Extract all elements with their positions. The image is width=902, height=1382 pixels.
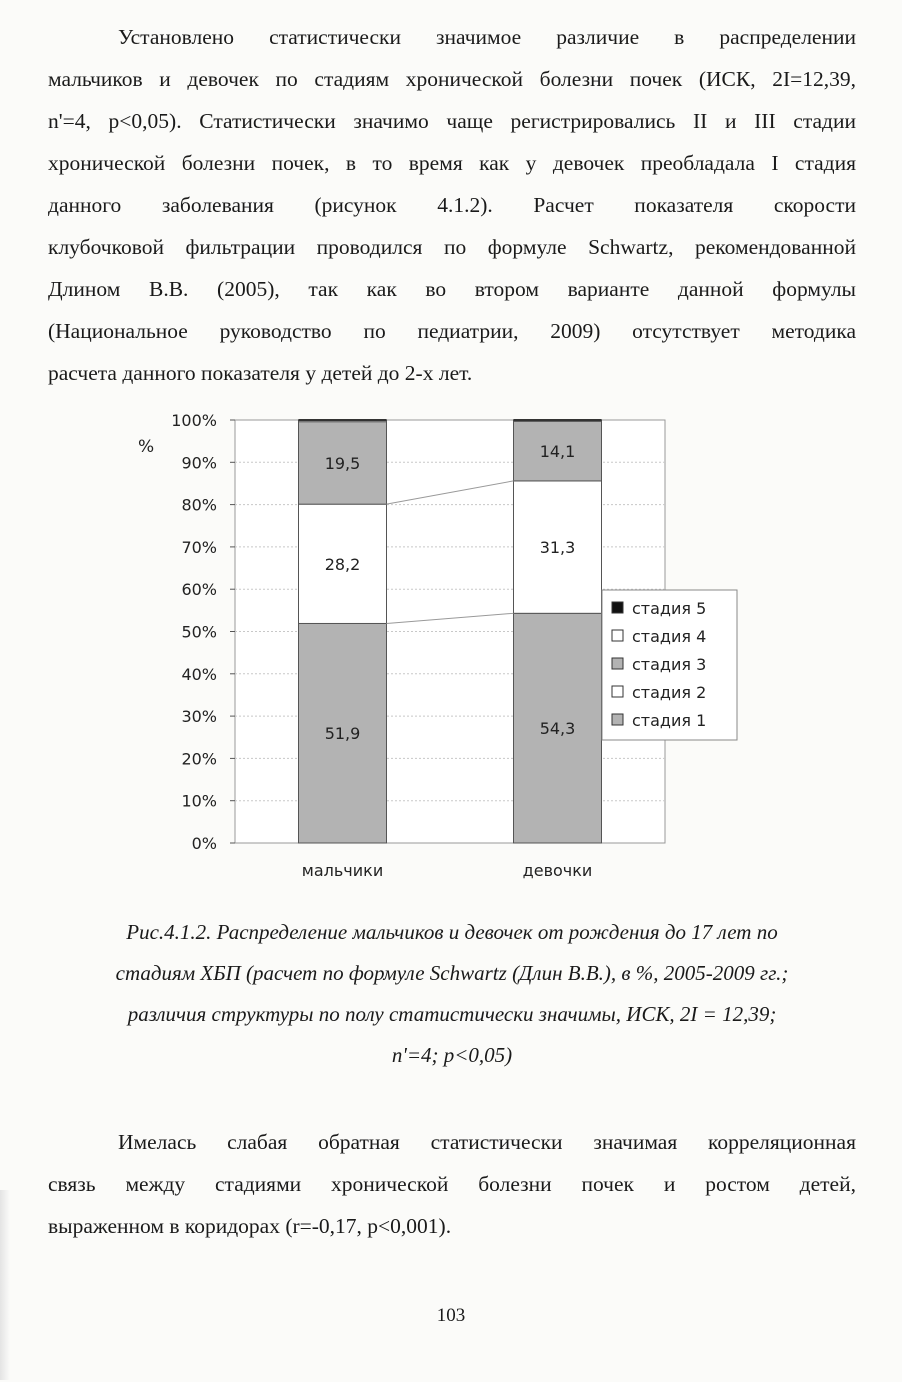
y-tick-label: 30% [181,707,217,727]
legend-swatch [612,714,623,725]
x-category-label: мальчики [301,861,384,880]
text-line: Установлено статистически значимое различие в распределении [118,25,856,49]
y-axis-label: % [138,437,155,457]
y-tick-label: 50% [181,622,217,642]
data-label: 51,9 [324,724,361,744]
page-number: 103 [436,1305,466,1326]
stacked-bar-chart [120,400,760,890]
y-tick-label: 70% [181,537,217,557]
y-tick-label: 10% [181,791,217,811]
data-label: 14,1 [539,442,576,462]
y-tick-label: 60% [181,580,217,600]
legend-swatch [612,658,623,669]
legend-swatch [612,630,623,641]
legend-entry: стадия 4 [632,627,707,646]
y-tick-label: 40% [181,664,217,684]
data-label: 54,3 [539,719,576,739]
text-line: Длином В.В. (2005), так как во втором варианте данной формулы [48,277,856,301]
caption-line: n'=4; p<0,05) [391,1043,513,1067]
caption-line: стадиям ХБП (расчет по формуле Schwartz (Длин В.В.), в %, 2005-2009 гг.; [115,961,789,985]
legend-entry: стадия 5 [632,599,707,618]
text-line: расчета данного показателя у детей до 2-х лет. [48,361,473,385]
y-tick-label: 0% [191,834,217,853]
data-label: 31,3 [539,538,576,558]
text-line: выраженном в коридорах (r=-0,17, p<0,001). [48,1214,452,1238]
scan-edge-shadow [0,1190,10,1380]
caption-line: Рис.4.1.2. Распределение мальчиков и девочек от рождения до 17 лет по [126,920,778,944]
text-line: хронической болезни почек, в то время как у девочек преобладала I стадия [48,151,856,175]
text-line: (Национальное руководство по педиатрии, 2009) отсутствует методика [48,319,856,343]
paragraph-2 [48,1121,856,1247]
y-tick-label: 100% [171,411,217,430]
x-category-label: девочки [522,861,593,880]
text-line: клубочковой фильтрации проводился по формуле Schwartz, рекомендованной [48,235,856,259]
figure-caption [48,912,856,1076]
legend-entry: стадия 2 [632,683,707,702]
y-tick-label: 20% [181,749,217,769]
legend-swatch [612,602,623,613]
text-line: связь между стадиями хронической болезни почек и ростом детей, [48,1172,856,1196]
text-line: Имелась слабая обратная статистически значимая корреляционная [118,1130,856,1154]
text-line: данного заболевания (рисунок 4.1.2). Расчет показателя скорости [48,193,856,217]
y-tick-label: 80% [181,495,217,515]
data-label: 19,5 [324,453,361,473]
legend-entry: стадия 3 [632,655,707,674]
paragraph-1 [48,16,856,394]
text-line: n'=4, p<0,05). Статистически значимо чаще регистрировались II и III стадии [48,109,856,133]
legend-swatch [612,686,623,697]
text-line: мальчиков и девочек по стадиям хронической болезни почек (ИСК, 2I=12,39, [48,67,856,91]
data-label: 28,2 [324,554,361,574]
legend-entry: стадия 1 [632,711,707,730]
caption-line: различия структуры по полу статистически значимы, ИСК, 2I = 12,39; [127,1002,777,1026]
y-tick-label: 90% [181,453,217,473]
